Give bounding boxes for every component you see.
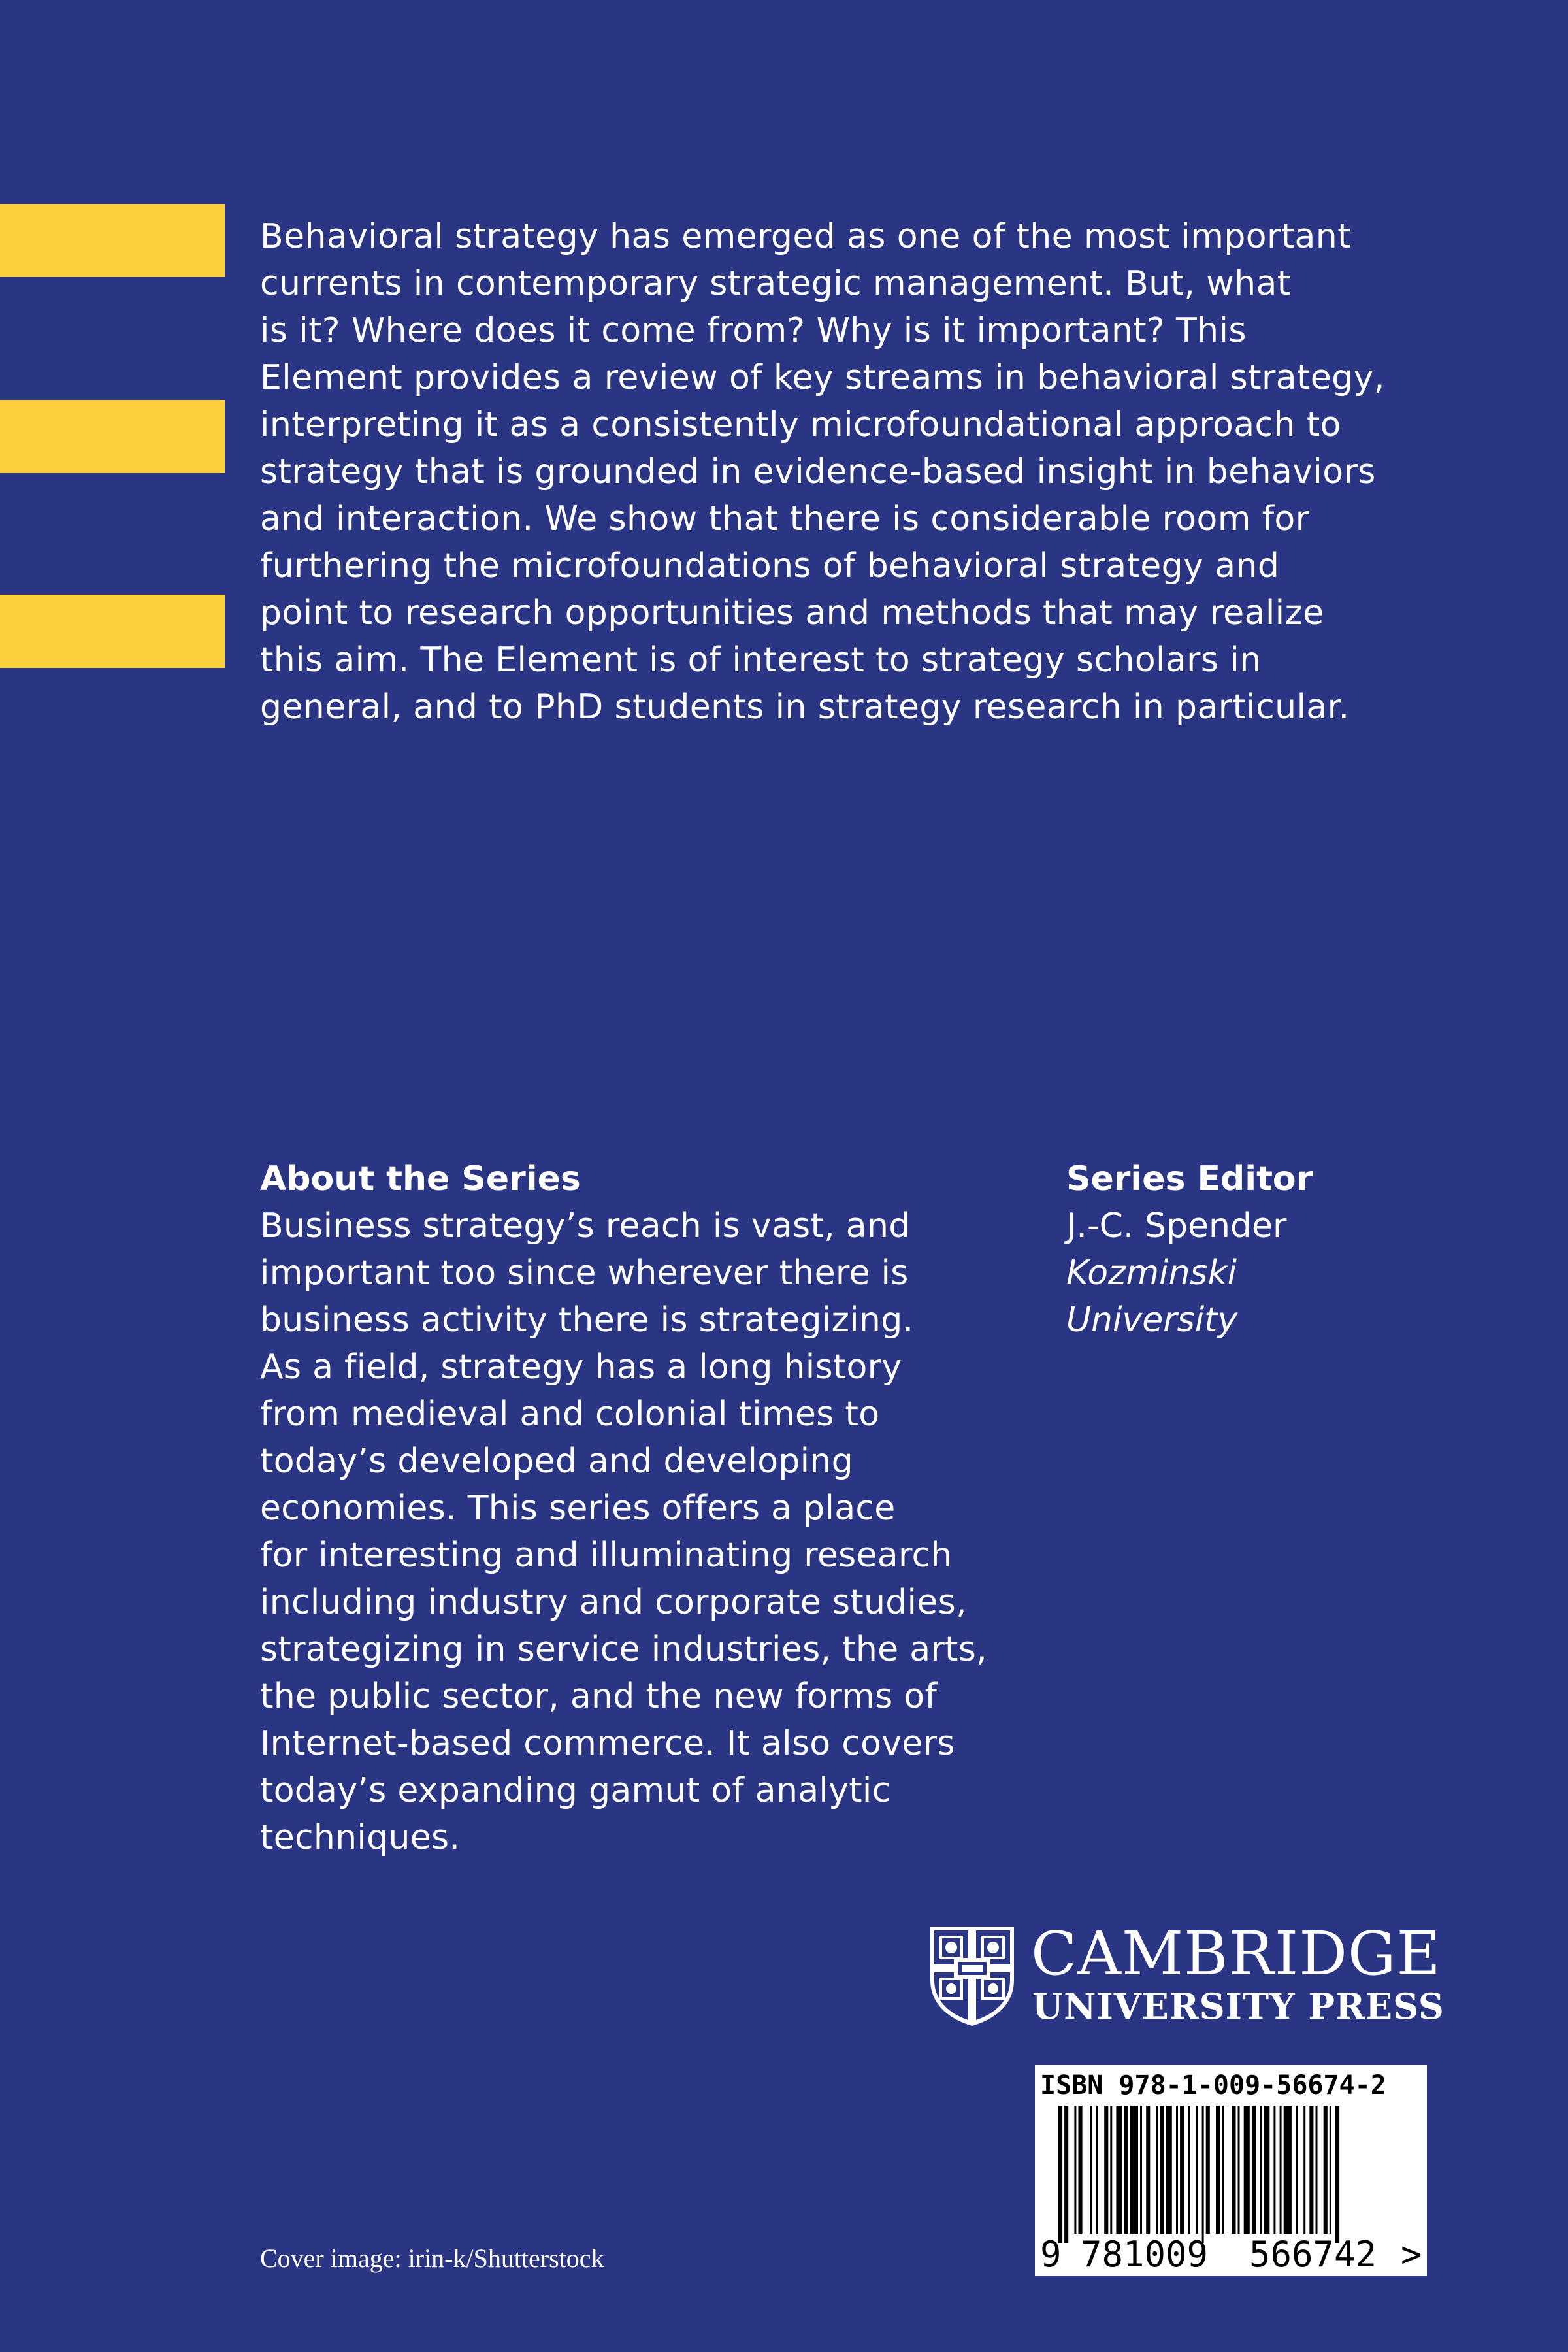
barcode-bar [1176, 2106, 1178, 2234]
barcode-bar [1316, 2106, 1318, 2234]
barcode-bar [1232, 2106, 1235, 2234]
cambridge-logo [928, 1919, 1445, 2031]
cover-image-credit: Cover image: irin-k/Shutterstock [260, 2244, 604, 2273]
cambridge-shield-icon [928, 1924, 1017, 2029]
barcode-digit-lead: 9 [1040, 2234, 1062, 2275]
publisher-name: CAMBRIDGE [1031, 1919, 1441, 1989]
barcode-digit-left: 781009 [1081, 2234, 1209, 2275]
barcode-bar [1058, 2106, 1062, 2243]
book-description: Behavioral strategy has emerged as one of the most important currents in contemporary strategic management. But, what is it? Where does it come from? Why is it important? This Element provides a review of key streams in behavioral strategy, interpreting it as a consistently microfoundational approach to strategy that is grounded in evidence-based insight in behaviors and interaction. We show that there is considerable room for furthering the microfoundations of behavioral strategy and point to research opportunities and methods that may realize this aim. The Element is of interest to strategy scholars in general, and to PhD students in strategy research in particular. [260, 217, 1385, 727]
editor-affiliation-line2: University [1066, 1300, 1238, 1340]
barcode-bar [1216, 2106, 1220, 2234]
barcode-bar [1244, 2106, 1250, 2234]
barcode-bar [1222, 2106, 1224, 2234]
barcode-bar [1264, 2106, 1269, 2234]
about-series-heading: About the Series [260, 1159, 581, 1199]
publisher-subname: UNIVERSITY PRESS [1032, 1985, 1445, 2027]
barcode-digit-quiet: > [1401, 2234, 1422, 2275]
barcode-bar [1335, 2106, 1339, 2243]
barcode-bar [1280, 2106, 1282, 2234]
barcode-bar [1330, 2106, 1331, 2234]
barcode-bar [1166, 2106, 1172, 2234]
barcode-bar [1079, 2106, 1083, 2234]
barcode-bars [1056, 2106, 1406, 2243]
barcode-bar [1104, 2106, 1108, 2234]
barcode-bar [1296, 2106, 1298, 2234]
about-series-text: Business strategy’s reach is vast, and important too since wherever there is business activity there is strategizing. As a field, strategy has a long history from medieval and colonial times to today’s developed and developing economies. This series offers a place for interesting and illuminating research including industry and corporate studies, strategizing in service industries, the arts, the public sector, and the new forms of Internet-based commerce. It also covers today’s expanding gamut of analytic techniques. [260, 1206, 987, 1857]
isbn-barcode [1035, 2065, 1427, 2276]
barcode-bar [1180, 2106, 1184, 2234]
barcode-bar [1238, 2106, 1240, 2234]
barcode-bar [1202, 2106, 1204, 2243]
barcode-bar [1206, 2106, 1210, 2234]
barcode-bar [1303, 2106, 1305, 2234]
barcode-bar [1309, 2106, 1313, 2234]
editor-name: J.-C. Spender [1066, 1206, 1287, 1246]
barcode-digit-right: 566742 [1249, 2234, 1377, 2275]
about-the-series [260, 1155, 1070, 1861]
barcode-bar [1196, 2106, 1198, 2234]
editor-affiliation-line1: Kozminski [1066, 1253, 1237, 1293]
barcode-bar [1188, 2106, 1190, 2234]
barcode-bar [1140, 2106, 1142, 2234]
barcode-bar [1064, 2106, 1068, 2243]
barcode-bar [1284, 2106, 1292, 2234]
barcode-bar [1156, 2106, 1158, 2234]
barcode-bar [1090, 2106, 1092, 2234]
barcode-bar [1096, 2106, 1098, 2234]
barcode-bar [1074, 2106, 1076, 2234]
barcode-bar [1110, 2106, 1112, 2234]
barcode-bar [1260, 2106, 1262, 2234]
barcode-bar [1160, 2106, 1164, 2234]
series-editor-heading: Series Editor [1066, 1159, 1313, 1199]
barcode-bar [1146, 2106, 1150, 2234]
accent-stripe-middle [0, 400, 225, 473]
series-editor [1066, 1155, 1524, 1344]
isbn-label: ISBN 978-1-009-56674-2 [1040, 2070, 1386, 2100]
barcode-bar [1124, 2106, 1128, 2234]
barcode-bar [1252, 2106, 1256, 2234]
barcode-bar [1273, 2106, 1275, 2234]
barcode-bar [1324, 2106, 1328, 2234]
barcode-bar [1130, 2106, 1138, 2234]
barcode-bar [1116, 2106, 1122, 2234]
accent-stripe-bottom [0, 595, 225, 668]
accent-stripe-top [0, 204, 225, 277]
